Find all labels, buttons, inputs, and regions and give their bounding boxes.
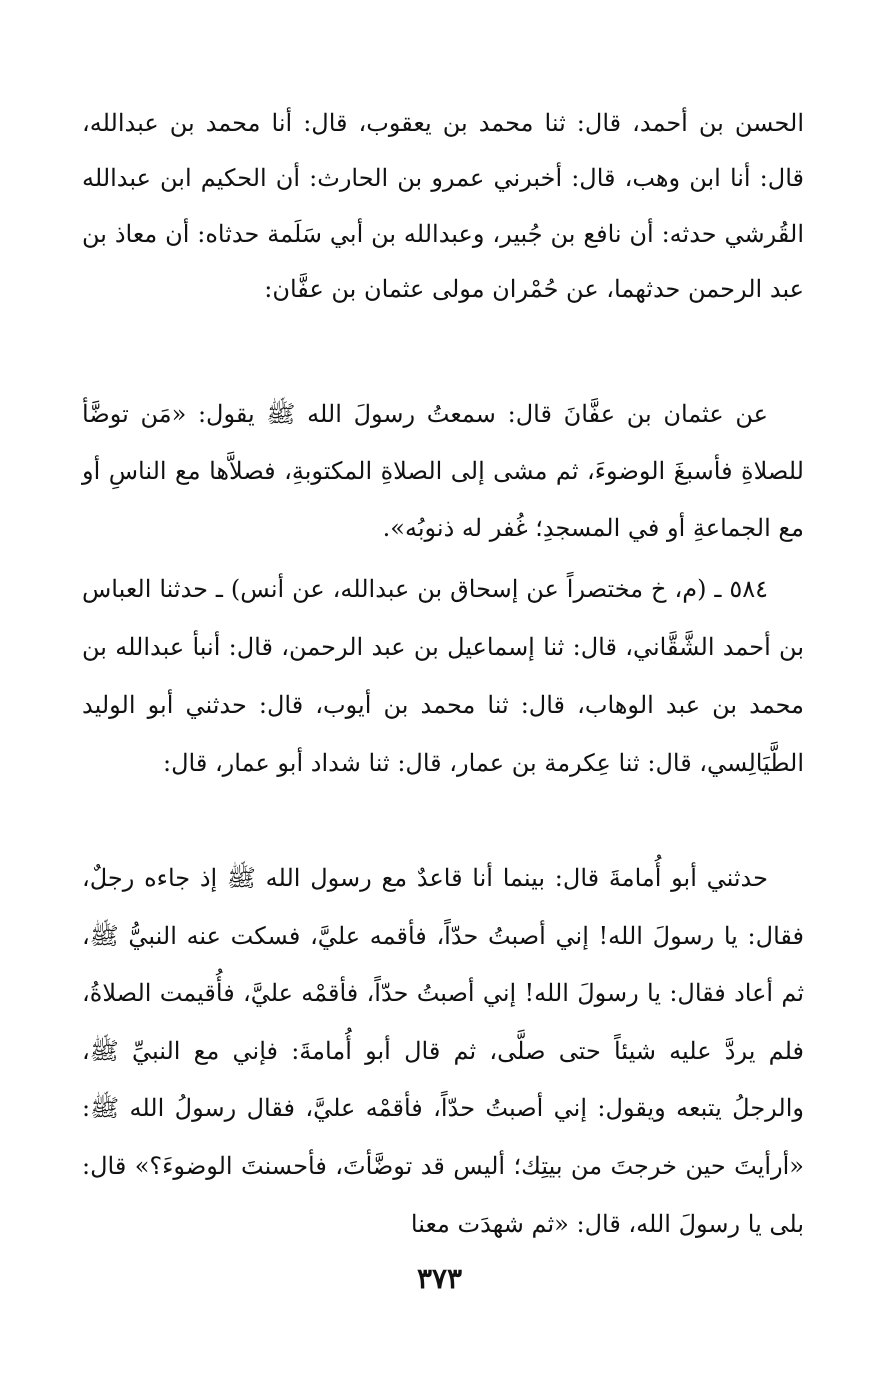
page-number: ٣٧٣ <box>416 1262 463 1295</box>
page-body <box>82 386 804 557</box>
hadith-584-isnad-paragraph: ٥٨٤ ـ (م، خ مختصراً عن إسحاق بن عبدالله، عن أنس) ـ حدثنا العباس بن أحمد الشَّقَّاني، قال: ثنا إسماعيل بن عبد الرحمن، قال: أنبأ عبدالله بن محمد بن عبد الوهاب، قال: ثنا محمد بن أيوب، قال: حدثني أبو الوليد الطَّيَالِسي، قال: ثنا عِكرمة بن عمار، قال: ثنا شداد أبو عمار، قال: <box>82 575 804 777</box>
hadith-text-paragraph: حدثني أبو أُمامةَ قال: بينما أنا قاعدٌ مع رسول الله ﷺ إذ جاءه رجلٌ، فقال: يا رسولَ الله! إني أصبتُ حدّاً، فأقمه عليَّ، فسكت عنه النبيُّ ﷺ، ثم أعاد فقال: يا رسولَ الله! إني أصبتُ حدّاً، فأقمْه عليَّ، فأُقيمت الصلاةُ، فلم يردَّ عليه شيئاً حتى صلَّى، ثم قال أبو أُمامةَ: فإني مع النبيِّ ﷺ، والرجلُ يتبعه ويقول: إني أصبتُ حدّاً، فأقمْه عليَّ، فقال رسولُ الله ﷺ: «أرأيتَ حين خرجتَ من بيتِك؛ أليس قد توضَّأتَ، فأحسنتَ الوضوءَ؟» قال: بلى يا رسولَ الله، قال: «ثم شهدَت معنا <box>82 864 804 1238</box>
isnad-paragraph: الحسن بن أحمد، قال: ثنا محمد بن يعقوب، قال: أنا محمد بن عبدالله، قال: أنا ابن وهب، قال: أخبرني عمرو بن الحارث: أن الحكيم ابن عبدالله القُرشي حدثه: أن نافع بن جُبير، وعبدالله بن أبي سَلَمة حدثاه: أن معاذ بن عبد الرحمن حدثهما، عن حُمْران مولى عثمان بن عفَّان: <box>82 109 804 303</box>
hadith-text-paragraph: عن عثمان بن عفَّانَ قال: سمعتُ رسولَ الله ﷺ يقول: «مَن توضَّأ للصلاةِ فأسبغَ الوضوءَ، ثم مشى إلى الصلاةِ المكتوبةِ، فصلاَّها مع الناسِ أو مع الجماعةِ أو في المسجدِ؛ غُفر له ذنوبُه». <box>82 400 804 542</box>
page-body <box>82 96 804 317</box>
page-body <box>82 560 804 792</box>
page-body <box>82 850 804 1253</box>
